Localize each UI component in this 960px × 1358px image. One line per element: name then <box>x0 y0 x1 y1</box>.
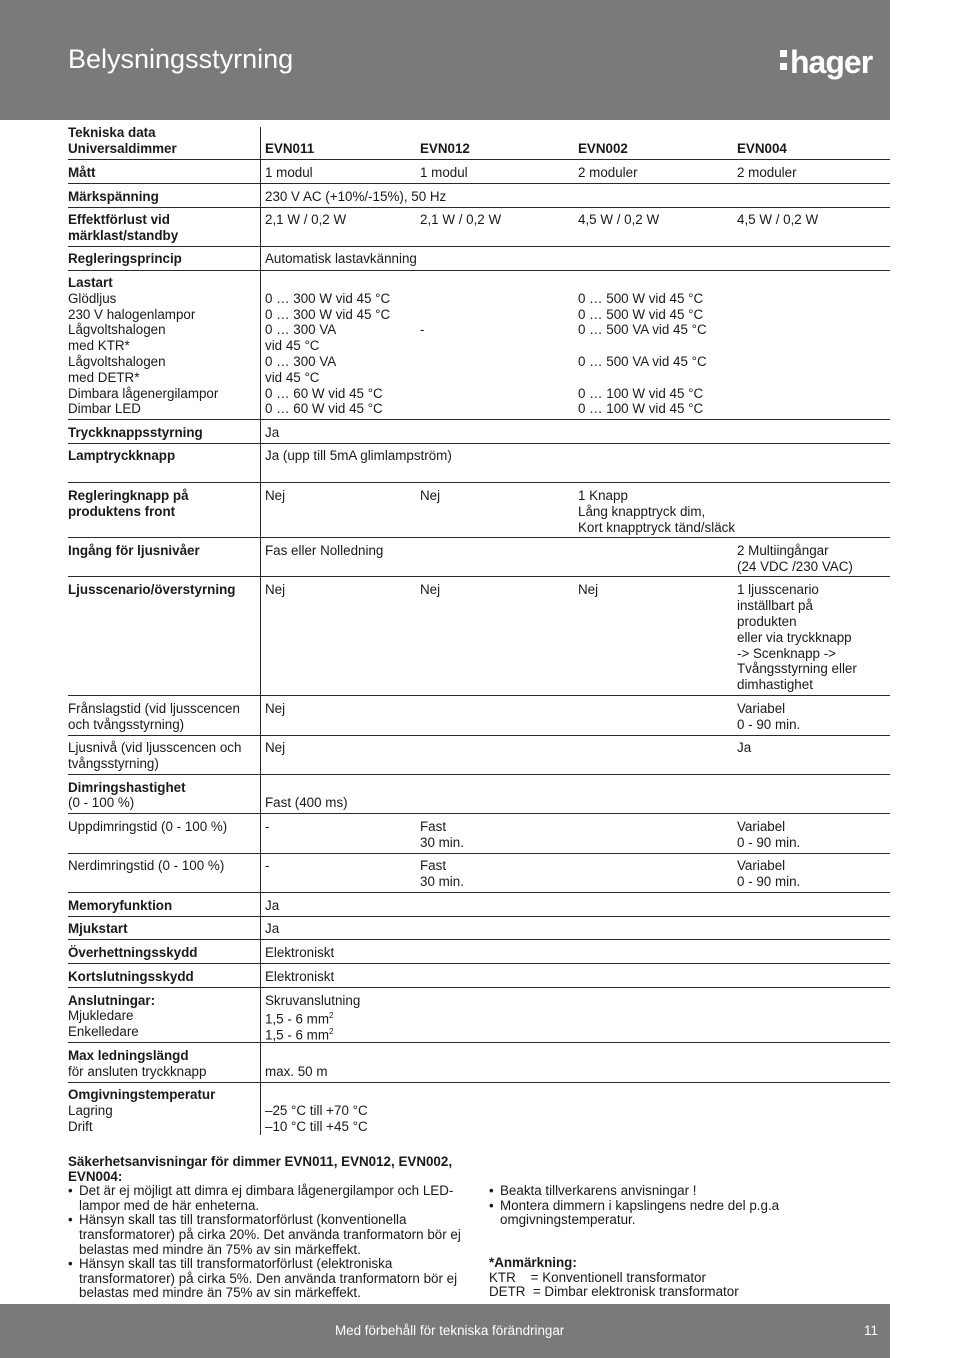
cell-regknapp-3c: Kort knapptryck tänd/släck <box>578 520 736 535</box>
cell-ingang-4b: (24 VDC /230 VAC) <box>737 559 853 574</box>
lastart-value: 0 … 500 VA vid 45 °C <box>578 322 707 337</box>
divider <box>68 1082 890 1083</box>
model-header-4: EVN004 <box>737 141 787 156</box>
row-label-omg-sub-1: Lagring <box>68 1103 113 1118</box>
divider <box>68 419 890 420</box>
cell-scen-4e: -> Scenknapp -> <box>737 646 837 661</box>
cell-scen-3: Nej <box>578 582 599 597</box>
safety-bullet: • Hänsyn skall tas till transformatorförlust (elektroniska transformatorer) på cirka 5%. Den använda tranformatorn bör ej belastas med mindre än 75% av sin märkeffekt. <box>68 1257 468 1301</box>
lastart-value: 0 … 60 W vid 45 °C <box>265 401 383 416</box>
model-header-2: EVN012 <box>420 141 470 156</box>
divider <box>68 853 890 854</box>
lastart-label: Lågvoltshalogen <box>68 354 166 369</box>
cell-ner-1: - <box>265 858 270 873</box>
cell-scen-1: Nej <box>265 582 286 597</box>
cell-scen-4f: Tvångsstyrning eller <box>737 661 857 676</box>
safety-title: Säkerhetsanvisningar för dimmer EVN011, EVN012, EVN002, EVN004: <box>68 1154 453 1184</box>
model-header-1: EVN011 <box>265 141 315 156</box>
row-label-lastart: Lastart <box>68 275 113 290</box>
note-line: DETR = Dimbar elektronisk transformator <box>489 1284 739 1300</box>
cell-mjuk: Ja <box>265 921 280 936</box>
divider <box>68 537 890 538</box>
lastart-value: 0 … 500 W vid 45 °C <box>578 291 704 306</box>
row-label-maxled-1: Max ledningslängd <box>68 1048 189 1063</box>
row-label-ljusniva-2: tvångsstyrning) <box>68 756 159 771</box>
cell-regknapp-3: 1 Knapp <box>578 488 628 503</box>
lastart-label: 230 V halogenlampor <box>68 307 196 322</box>
cell-scen-4d: eller via tryckknapp <box>737 630 852 645</box>
cell-upp-2: Fast <box>420 819 447 834</box>
lastart-value: 0 … 500 VA vid 45 °C <box>578 354 707 369</box>
row-label-ansl-sub-1: Mjukledare <box>68 1008 134 1023</box>
cell-ner-4: Variabel <box>737 858 786 873</box>
model-header-3: EVN002 <box>578 141 628 156</box>
safety-right <box>489 1184 859 1228</box>
row-label-regknapp-2: produktens front <box>68 504 176 519</box>
divider <box>68 813 890 814</box>
cell-effekt-2: 2,1 W / 0,2 W <box>420 212 502 227</box>
cell-scen-2: Nej <box>420 582 441 597</box>
lastart-label: med KTR* <box>68 338 130 353</box>
cell-regknapp-2: Nej <box>420 488 441 503</box>
lastart-value: - <box>420 322 425 337</box>
row-label-memory: Memoryfunktion <box>68 898 173 913</box>
note-title: *Anmärkning: <box>489 1255 577 1270</box>
spec-subtitle: Universaldimmer <box>68 141 177 156</box>
divider <box>68 1042 890 1043</box>
cell-scen-4: 1 ljusscenario <box>737 582 819 597</box>
safety-bullet: • Det är ej möjligt att dimra ej dimbara lågenergilampor och LED-lampor med de här enheterna. <box>68 1184 468 1213</box>
row-label-omg-sub-2: Drift <box>68 1119 93 1134</box>
cell-omg-1: –25 °C till +70 °C <box>265 1103 368 1118</box>
cell-memory: Ja <box>265 898 280 913</box>
divider <box>68 246 890 247</box>
row-label-scen: Ljusscenario/överstyrning <box>68 582 236 597</box>
divider <box>68 987 890 988</box>
safety-bullet: • Beakta tillverkarens anvisningar ! <box>489 1184 859 1199</box>
page-title: Belysningsstyrning <box>68 44 294 74</box>
cell-maxled: max. 50 m <box>265 1064 328 1079</box>
cell-ansl-2-value: 1,5 - 6 mm <box>265 1011 329 1027</box>
row-label-tryck: Tryckknappsstyrning <box>68 425 203 440</box>
divider <box>68 774 890 775</box>
row-label-effekt-1: Effektförlust vid <box>68 212 170 227</box>
lastart-value: 0 … 300 W vid 45 °C <box>265 291 391 306</box>
cell-effekt-3: 4,5 W / 0,2 W <box>578 212 660 227</box>
row-label-ljusniva-1: Ljusnivå (vid ljusscencen och <box>68 740 242 755</box>
divider <box>68 892 890 893</box>
row-label-dimhast-1: Dimringshastighet <box>68 780 186 795</box>
row-label-regknapp-1: Regleringknapp på <box>68 488 189 503</box>
cell-markspanning: 230 V AC (+10%/-15%), 50 Hz <box>265 189 447 204</box>
cell-matt-2: 1 modul <box>420 165 468 180</box>
cell-omg-2: –10 °C till +45 °C <box>265 1119 368 1134</box>
row-label-omg: Omgivningstemperatur <box>68 1087 216 1102</box>
cell-fransl-4b: 0 - 90 min. <box>737 717 801 732</box>
safety-bullet: • Montera dimmern i kapslingens nedre del p.g.a omgivningstemperatur. <box>489 1199 859 1228</box>
cell-ansl-3-value: 1,5 - 6 mm <box>265 1027 329 1043</box>
superscript: 2 <box>329 1027 334 1036</box>
divider <box>68 443 890 444</box>
safety-bullet: • Hänsyn skall tas till transformatorförlust (konventionella transformatorer) på cirka 20%. Det använda tranformatorn bör ej belastas med mindre än 75% av sin märkeffekt. <box>68 1213 468 1257</box>
cell-matt-3: 2 moduler <box>578 165 638 180</box>
cell-scen-4c: produkten <box>737 614 797 629</box>
row-label-upp: Uppdimringstid (0 - 100 %) <box>68 819 228 834</box>
row-label-dimhast-2: (0 - 100 %) <box>68 795 135 810</box>
lastart-label: Glödljus <box>68 291 117 306</box>
row-label-ner: Nerdimringstid (0 - 100 %) <box>68 858 225 873</box>
note-line: KTR = Konventionell transformator <box>489 1269 706 1285</box>
cell-tryck: Ja <box>265 425 280 440</box>
lastart-value: 0 … 500 W vid 45 °C <box>578 307 704 322</box>
cell-scen-4g: dimhastighet <box>737 677 813 692</box>
cell-ansl-3 <box>265 1024 333 1043</box>
divider <box>68 735 890 736</box>
divider <box>68 916 890 917</box>
superscript: 2 <box>329 1011 334 1020</box>
cell-upp-2b: 30 min. <box>420 835 464 850</box>
lastart-label: Dimbara lågenergilampor <box>68 386 219 401</box>
cell-regknapp-1: Nej <box>265 488 286 503</box>
cell-upp-1: - <box>265 819 270 834</box>
divider <box>68 695 890 696</box>
logo-mark-icon <box>780 50 788 76</box>
divider <box>68 159 890 160</box>
cell-effekt-4: 4,5 W / 0,2 W <box>737 212 819 227</box>
logo-text: hager <box>790 44 873 80</box>
cell-upp-4b: 0 - 90 min. <box>737 835 801 850</box>
divider <box>68 939 890 940</box>
row-label-kortsl: Kortslutningsskydd <box>68 969 194 984</box>
lastart-label: Dimbar LED <box>68 401 141 416</box>
cell-scen-4b: inställbart på <box>737 598 813 613</box>
hager-logo <box>780 44 872 81</box>
row-label-reglering: Regleringsprincip <box>68 251 182 266</box>
cell-ingang-1: Fas eller Nolledning <box>265 543 384 558</box>
lastart-label: med DETR* <box>68 370 140 385</box>
cell-ljusniva-4: Ja <box>737 740 752 755</box>
row-label-overhett: Överhettningsskydd <box>68 945 198 960</box>
row-label-matt: Mått <box>68 165 96 180</box>
lastart-value: 0 … 300 W vid 45 °C <box>265 307 391 322</box>
row-label-fransl-2: och tvångsstyrning) <box>68 717 185 732</box>
cell-fransl-4: Variabel <box>737 701 786 716</box>
row-label-maxled-2: för ansluten tryckknapp <box>68 1064 207 1079</box>
page-number: 11 <box>864 1323 878 1338</box>
cell-ner-4b: 0 - 90 min. <box>737 874 801 889</box>
divider <box>68 183 890 184</box>
cell-ner-2b: 30 min. <box>420 874 464 889</box>
row-label-ansl-sub-2: Enkelledare <box>68 1024 139 1039</box>
footer-text: Med förbehåll för tekniska förändringar <box>335 1323 565 1338</box>
row-label-lamptryck: Lamptryckknapp <box>68 448 176 463</box>
cell-matt-4: 2 moduler <box>737 165 797 180</box>
cell-reglering: Automatisk lastavkänning <box>265 251 417 266</box>
divider <box>68 482 890 483</box>
cell-fransl-1: Nej <box>265 701 286 716</box>
cell-ingang-4: 2 Multiingångar <box>737 543 829 558</box>
safety-list-right <box>489 1184 859 1228</box>
cell-effekt-1: 2,1 W / 0,2 W <box>265 212 347 227</box>
lastart-value: 0 … 60 W vid 45 °C <box>265 386 383 401</box>
lastart-value: vid 45 °C <box>265 370 320 385</box>
row-label-fransl-1: Frånslagstid (vid ljusscencen <box>68 701 240 716</box>
column-divider <box>260 127 261 1135</box>
lastart-value: 0 … 300 VA <box>265 322 337 337</box>
lastart-value: 0 … 100 W vid 45 °C <box>578 401 704 416</box>
cell-overhett: Elektroniskt <box>265 945 335 960</box>
divider <box>68 207 890 208</box>
row-label-effekt-2: märklast/standby <box>68 228 179 243</box>
safety-list <box>68 1184 468 1301</box>
cell-upp-4: Variabel <box>737 819 786 834</box>
note-block <box>489 1256 859 1300</box>
row-label-ingang: Ingång för ljusnivåer <box>68 543 200 558</box>
row-label-mjuk: Mjukstart <box>68 921 128 936</box>
lastart-value: vid 45 °C <box>265 338 320 353</box>
row-label-markspanning: Märkspänning <box>68 189 159 204</box>
cell-regknapp-3b: Lång knapptryck dim, <box>578 504 706 519</box>
divider <box>68 576 890 577</box>
cell-kortsl: Elektroniskt <box>265 969 335 984</box>
lastart-label: Lågvoltshalogen <box>68 322 166 337</box>
cell-ljusniva-1: Nej <box>265 740 286 755</box>
cell-matt-1: 1 modul <box>265 165 313 180</box>
safety-left <box>68 1155 468 1301</box>
row-label-ansl: Anslutningar: <box>68 993 156 1008</box>
divider <box>68 270 890 271</box>
cell-dimhast: Fast (400 ms) <box>265 795 348 810</box>
lastart-value: 0 … 100 W vid 45 °C <box>578 386 704 401</box>
cell-ner-2: Fast <box>420 858 447 873</box>
cell-lamptryck: Ja (upp till 5mA glimlampström) <box>265 448 452 463</box>
cell-ansl-1: Skruvanslutning <box>265 993 361 1008</box>
spec-title: Tekniska data <box>68 125 156 140</box>
divider <box>68 963 890 964</box>
lastart-value: 0 … 300 VA <box>265 354 337 369</box>
